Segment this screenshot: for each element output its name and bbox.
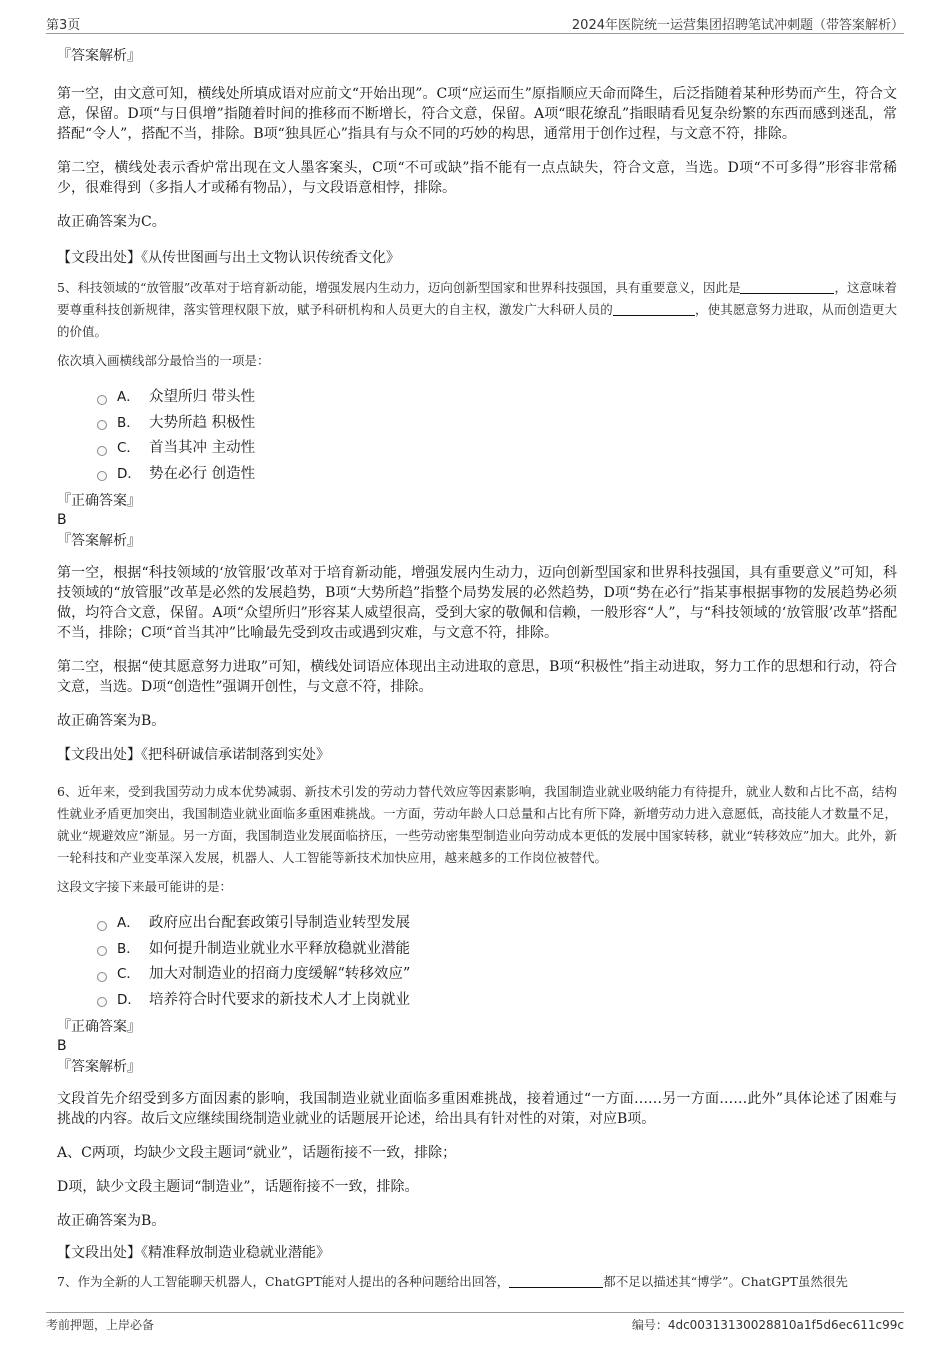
question-text: 7、作为全新的人工智能聊天机器人，ChatGPT能对人提出的各种问题给出回答， bbox=[57, 1274, 510, 1289]
footer-slogan: 考前押题，上岸必备 bbox=[46, 1318, 155, 1332]
option-b[interactable]: B． 如何提升制造业就业水平释放稳就业潜能 bbox=[97, 937, 897, 963]
radio-button[interactable] bbox=[97, 471, 107, 481]
question-prompt: 依次填入画横线部分最恰当的一项是： bbox=[57, 353, 270, 368]
answer-blank bbox=[740, 280, 834, 294]
correct-answer-label: 『正确答案』 bbox=[57, 1019, 141, 1035]
radio-button[interactable] bbox=[97, 921, 107, 931]
option-a[interactable]: A． 众望所归 带头性 bbox=[97, 385, 897, 411]
page-number: 第3页 bbox=[46, 18, 81, 33]
radio-button[interactable] bbox=[97, 395, 107, 405]
radio-button[interactable] bbox=[97, 997, 107, 1007]
conclusion: 故正确答案为C。 bbox=[57, 214, 166, 230]
page-footer bbox=[46, 1312, 904, 1338]
radio-button[interactable] bbox=[97, 946, 107, 956]
analysis-paragraph: A、C两项，均缺少文段主题词“就业”，话题衔接不一致，排除； bbox=[57, 1145, 457, 1161]
question-text: ，使其愿意努力进取，从而创造更大的价值。 bbox=[57, 302, 897, 339]
option-list bbox=[97, 911, 897, 1013]
question-stem: 6、近年来，受到我国劳动力成本优势减弱、新技术引发的劳动力替代效应等因素影响，我国制造业就业吸纳能力有待提升，就业人数和占比不高，结构性就业矛盾更加突出，我国制造业就业面临多重困难挑战。一方面，劳动年龄人口总量和占比有所下降，新增劳动力进入意愿低，高技能人才数量不足，就业“规避效应”渐显。另一方面，我国制造业发展面临挤压，一些劳动密集型制造业向劳动成本更低的发展中国家转移，就业“转移效应”加大。此外，新一轮科技和产业变革深入发展，机器人、人工智能等新技术加快应用，越来越多的工作岗位被替代。 bbox=[57, 784, 897, 865]
source-citation: 【文段出处】《精准释放制造业稳就业潜能》 bbox=[57, 1245, 330, 1261]
analysis-label: 『答案解析』 bbox=[57, 48, 141, 64]
option-d[interactable]: D． 培养符合时代要求的新技术人才上岗就业 bbox=[97, 988, 897, 1014]
analysis-paragraph: 第一空，根据“科技领域的‘放管服’改革对于培育新动能，增强发展内生动力，迈向创新型国家和世界科技强国，具有重要意义”可知，科技领域的“放管服”改革是必然的发展趋势，B项“大势所趋”指整个局势发展的必然趋势，D项“势在必行”指某事根据事物的发展趋势必须做，均符合文意，保留。A项“众望所归”形容某人威望很高，受到大家的敬佩和信赖，一般形容“人”，与“科技领域的‘放管服’改革”搭配不当，排除；C项“首当其冲”比喻最先受到攻击或遇到灾难，与文意不符，排除。 bbox=[57, 565, 897, 641]
analysis-paragraph: D项，缺少文段主题词“制造业”，话题衔接不一致，排除。 bbox=[57, 1179, 419, 1195]
option-c[interactable]: C． 首当其冲 主动性 bbox=[97, 436, 897, 462]
analysis-paragraph: 第二空，横线处表示香炉常出现在文人墨客案头，C项“不可或缺”指不能有一点点缺失，符合文意，当选。D项“不可多得”形容非常稀少，很难得到（多指人才或稀有物品），与文段语意相悖，排除。 bbox=[57, 160, 897, 196]
correct-answer: B bbox=[57, 1038, 67, 1054]
source-citation: 【文段出处】《把科研诚信承诺制落到实处》 bbox=[57, 747, 330, 763]
page-content bbox=[57, 40, 897, 1293]
option-list bbox=[97, 385, 897, 487]
analysis-paragraph: 第二空，根据“使其愿意努力进取”可知，横线处词语应体现出主动进取的意思，B项“积极性”指主动进取，努力工作的思想和行动，符合文意，当选。D项“创造性”强调开创性，与文意不符，排除。 bbox=[57, 659, 897, 695]
option-a[interactable]: A． 政府应出台配套政策引导制造业转型发展 bbox=[97, 911, 897, 937]
analysis-paragraph: 文段首先介绍受到多方面因素的影响，我国制造业就业面临多重困难挑战，接着通过“一方面……另一方面……此外”具体论述了困难与挑战的内容。故后文应继续围绕制造业就业的话题展开论述，给出具有针对性的对策，对应B项。 bbox=[57, 1091, 897, 1127]
radio-button[interactable] bbox=[97, 972, 107, 982]
answer-blank bbox=[613, 302, 695, 316]
conclusion: 故正确答案为B。 bbox=[57, 713, 166, 729]
question-text: 都不足以描述其“博学”。ChatGPT虽然很先 bbox=[603, 1274, 848, 1289]
correct-answer-label: 『正确答案』 bbox=[57, 493, 141, 509]
option-d[interactable]: D． 势在必行 创造性 bbox=[97, 462, 897, 488]
radio-button[interactable] bbox=[97, 446, 107, 456]
radio-button[interactable] bbox=[97, 420, 107, 430]
analysis-label: 『答案解析』 bbox=[57, 1059, 141, 1075]
document-title: 2024年医院统一运营集团招聘笔试冲刺题（带答案解析） bbox=[571, 18, 904, 33]
page-header bbox=[46, 8, 904, 34]
analysis-paragraph: 第一空，由文意可知，横线处所填成语对应前文“开始出现”。C项“应运而生”原指顺应天命而降生，后泛指随着某种形势而产生，符合文意，保留。D项“与日俱增”指随着时间的推移而不断增长，符合文意，保留。A项“眼花缭乱”指眼睛看见复杂纷繁的东西而感到迷乱，常搭配“令人”，搭配不当，排除。B项“独具匠心”指具有与众不同的巧妙的构思，通常用于创作过程，与文意不符，排除。 bbox=[57, 86, 897, 142]
option-b[interactable]: B． 大势所趋 积极性 bbox=[97, 411, 897, 437]
question-text: ，这意味着要尊重科技创新规律，落实管理权限下放，赋予科研机构和人员更大的自主权，激发广大科研人员的 bbox=[57, 280, 897, 317]
answer-blank bbox=[509, 1274, 603, 1288]
option-c[interactable]: C． 加大对制造业的招商力度缓解“转移效应” bbox=[97, 962, 897, 988]
question-stem bbox=[57, 277, 897, 343]
conclusion: 故正确答案为B。 bbox=[57, 1213, 166, 1229]
analysis-label: 『答案解析』 bbox=[57, 533, 141, 549]
question-prompt: 这段文字接下来最可能讲的是： bbox=[57, 879, 233, 894]
question-stem bbox=[57, 1271, 897, 1293]
document-id: 编号：4dc00313130028810a1f5d6ec611c99c bbox=[631, 1318, 904, 1332]
correct-answer: B bbox=[57, 512, 67, 528]
source-citation: 【文段出处】《从传世图画与出土文物认识传统香文化》 bbox=[57, 250, 400, 266]
question-text: 5、科技领域的“放管服”改革对于培育新动能，增强发展内生动力，迈向创新型国家和世界科技强国，具有重要意义，因此是 bbox=[57, 280, 741, 295]
